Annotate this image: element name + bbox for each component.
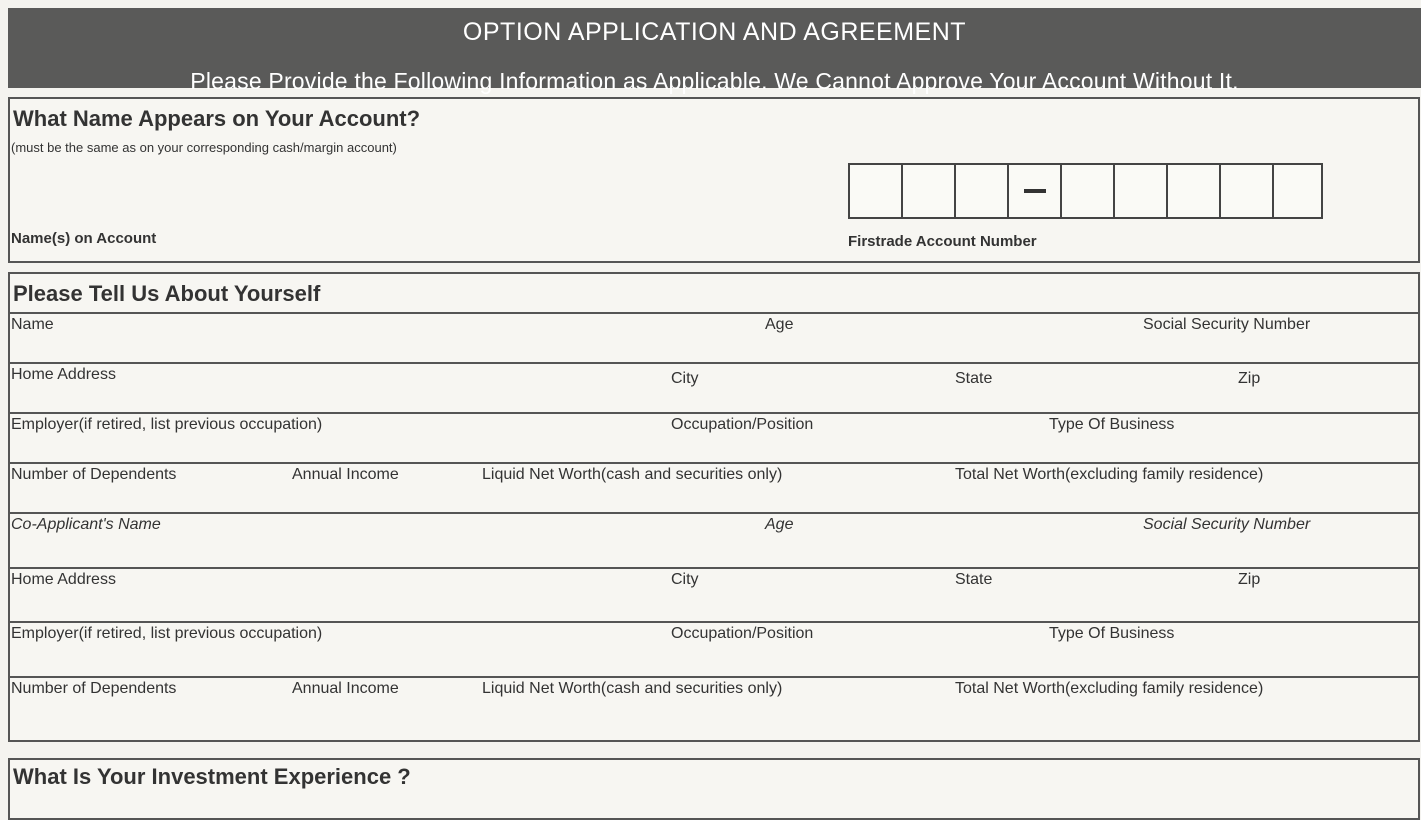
- account-digit-box[interactable]: [1274, 165, 1321, 217]
- name-row[interactable]: [10, 312, 1418, 364]
- account-digit-box[interactable]: [1221, 165, 1274, 217]
- co-occupation-label: Occupation/Position: [671, 625, 814, 642]
- annual-income-label: Annual Income: [292, 466, 399, 483]
- account-digit-box[interactable]: [1115, 165, 1168, 217]
- account-digit-box[interactable]: [956, 165, 1009, 217]
- occupation-label: Occupation/Position: [671, 416, 814, 433]
- dependents-label: Number of Dependents: [11, 466, 177, 483]
- employer-row[interactable]: [10, 412, 1418, 464]
- age-label: Age: [765, 316, 794, 333]
- co-applicant-name-label: Co-Applicant's Name: [11, 516, 161, 533]
- investment-experience-heading: What Is Your Investment Experience ?: [13, 764, 411, 789]
- account-digit-box[interactable]: [1168, 165, 1221, 217]
- name-label: Name: [11, 316, 54, 333]
- liquid-net-worth-label: Liquid Net Worth(cash and securities only): [482, 466, 783, 483]
- co-financial-row[interactable]: [10, 676, 1418, 742]
- co-zip-label: Zip: [1238, 571, 1261, 588]
- co-employer-label: Employer(if retired, list previous occupation): [11, 625, 323, 642]
- names-on-account-label: Name(s) on Account: [11, 230, 157, 247]
- form-banner: [8, 8, 1421, 94]
- form-title: OPTION APPLICATION AND AGREEMENT: [462, 18, 967, 46]
- co-business-type-label: Type Of Business: [1049, 625, 1175, 642]
- account-digit-box[interactable]: [903, 165, 956, 217]
- account-digit-box[interactable]: [1062, 165, 1115, 217]
- city-label: City: [671, 370, 699, 387]
- co-age-label: Age: [765, 516, 794, 533]
- total-net-worth-label: Total Net Worth(excluding family residence): [955, 466, 1264, 483]
- co-employer-row[interactable]: [10, 621, 1418, 675]
- account-dash-box: [1009, 165, 1062, 217]
- co-city-label: City: [671, 571, 699, 588]
- financial-row[interactable]: [10, 462, 1418, 514]
- co-address-row[interactable]: [10, 567, 1418, 621]
- account-number-boxes[interactable]: [848, 163, 1323, 219]
- about-heading: Please Tell Us About Yourself: [13, 281, 321, 306]
- ssn-label: Social Security Number: [1143, 316, 1311, 333]
- co-liquid-net-worth-label: Liquid Net Worth(cash and securities only): [482, 680, 783, 697]
- dash-separator: [1024, 189, 1046, 193]
- account-name-section: [8, 97, 1420, 263]
- co-annual-income-label: Annual Income: [292, 680, 399, 697]
- co-total-net-worth-label: Total Net Worth(excluding family residence): [955, 680, 1264, 697]
- business-type-label: Type Of Business: [1049, 416, 1175, 433]
- address-row[interactable]: [10, 362, 1418, 414]
- investment-experience-section: [8, 758, 1420, 820]
- account-name-heading: What Name Appears on Your Account?: [13, 106, 421, 131]
- employer-label: Employer(if retired, list previous occupation): [11, 416, 323, 433]
- account-name-note: (must be the same as on your corresponding cash/margin account): [11, 140, 397, 155]
- zip-label: Zip: [1238, 370, 1261, 387]
- co-applicant-row[interactable]: [10, 512, 1418, 569]
- co-dependents-label: Number of Dependents: [11, 680, 177, 697]
- form-subtitle: Please Provide the Following Information as Applicable. We Cannot Approve Your Account Without It.: [190, 68, 1239, 94]
- home-address-label: Home Address: [11, 366, 116, 383]
- co-state-label: State: [955, 571, 993, 588]
- co-ssn-label: Social Security Number: [1143, 516, 1311, 533]
- account-digit-box[interactable]: [850, 165, 903, 217]
- state-label: State: [955, 370, 993, 387]
- co-home-address-label: Home Address: [11, 571, 116, 588]
- account-number-label: Firstrade Account Number: [848, 233, 1037, 250]
- about-yourself-section: [8, 272, 1420, 742]
